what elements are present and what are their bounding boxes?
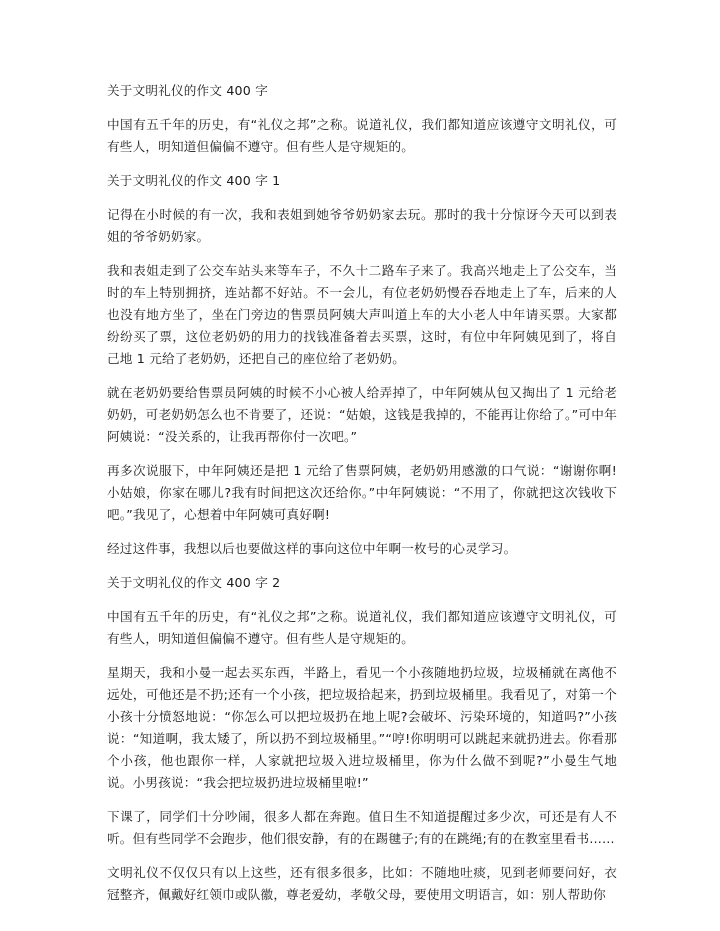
paragraph: 记得在小时候的有一次，我和表姐到她爷爷奶奶家去玩。那时的我十分惊讶今天可以到表姐的爷爷奶奶家。 [107,207,617,244]
doc-title: 关于文明礼仪的作文 400 字 [107,83,268,98]
paragraph: 文明礼仪不仅仅只有以上这些，还有很多很多，比如：不随地吐痰，见到老师要问好，衣冠整齐，佩戴好红领巾或队徽，尊老爱幼，孝敬父母，要使用文明语言，如：别人帮助你 [107,865,617,902]
document-page [107,80,617,918]
paragraph: 星期天，我和小曼一起去买东西，半路上，看见一个小孩随地扔垃圾，垃圾桶就在离他不远处，可他还是不扔;还有一个小孩，把垃圾拾起来，扔到垃圾桶里。我看见了，对第一个小孩十分愤怒地说：“你怎么可以把垃圾扔在地上呢?会破坏、污染环境的，知道吗?”小孩说：“知道啊，我太矮了，所以扔不到垃圾桶里。”“哼!你明明可以跳起来就扔进去。你看那个小孩，他也跟你一样，人家就把垃圾入进垃圾桶里，你为什么做不到呢?”小曼生气地说。小男孩说：“我会把垃圾扔进垃圾桶里啦!” [107,665,617,790]
paragraph: 就在老奶奶要给售票员阿姨的时候不小心被人给弄掉了，中年阿姨从包又掏出了 1 元给老奶奶，可老奶奶怎么也不肯要了，还说：“姑娘，这钱是我掉的，不能再让你给了。”可中年阿姨说：“没关系的，让我再帮你付一次吧。” [107,385,618,444]
paragraph-intro: 中国有五千年的历史，有“礼仪之邦”之称。说道礼仪，我们都知道应该遵守文明礼仪，可有些人，明知道但偏偏不遵守。但有些人是守规矩的。 [107,117,617,154]
paragraph: 我和表姐走到了公交车站头来等车子，不久十二路车子来了。我高兴地走上了公交车，当时的车上特别拥挤，连站都不好站。不一会儿，有位老奶奶慢吞吞地走上了车，后来的人也没有地方坐了，坐在门旁边的售票员阿姨大声叫道上车的大小老人中年请买票。大家都纷纷买了票，这位老奶奶的用力的找钱准备着去买票，这时，有位中年阿姨见到了，将自己地 1 元给了老奶奶，还把自己的座位给了老奶奶。 [107,263,617,366]
section-heading-2: 关于文明礼仪的作文 400 字 2 [107,575,281,590]
section-heading-1: 关于文明礼仪的作文 400 字 1 [107,173,281,188]
paragraph: 中国有五千年的历史，有“礼仪之邦”之称。说道礼仪，我们都知道应该遵守文明礼仪，可有些人，明知道但偏偏不遵守。但有些人是守规矩的。 [107,609,617,646]
paragraph: 下课了，同学们十分吵闹，很多人都在奔跑。值日生不知道提醒过多少次，可还是有人不听。但有些同学不会跑步，他们很安静，有的在踢毽子;有的在跳绳;有的在教室里看书…… [107,809,617,846]
paragraph: 再多次说服下，中年阿姨还是把 1 元给了售票阿姨，老奶奶用感激的口气说：“谢谢你啊!小姑娘，你家在哪儿?我有时间把这次还给你。”中年阿姨说：“不用了，你就把这次钱收下吧。”我见了，心想着中年阿姨可真好啊! [107,463,617,522]
paragraph: 经过这件事，我想以后也要做这样的事向这位中年啊一枚号的心灵学习。 [107,541,517,556]
